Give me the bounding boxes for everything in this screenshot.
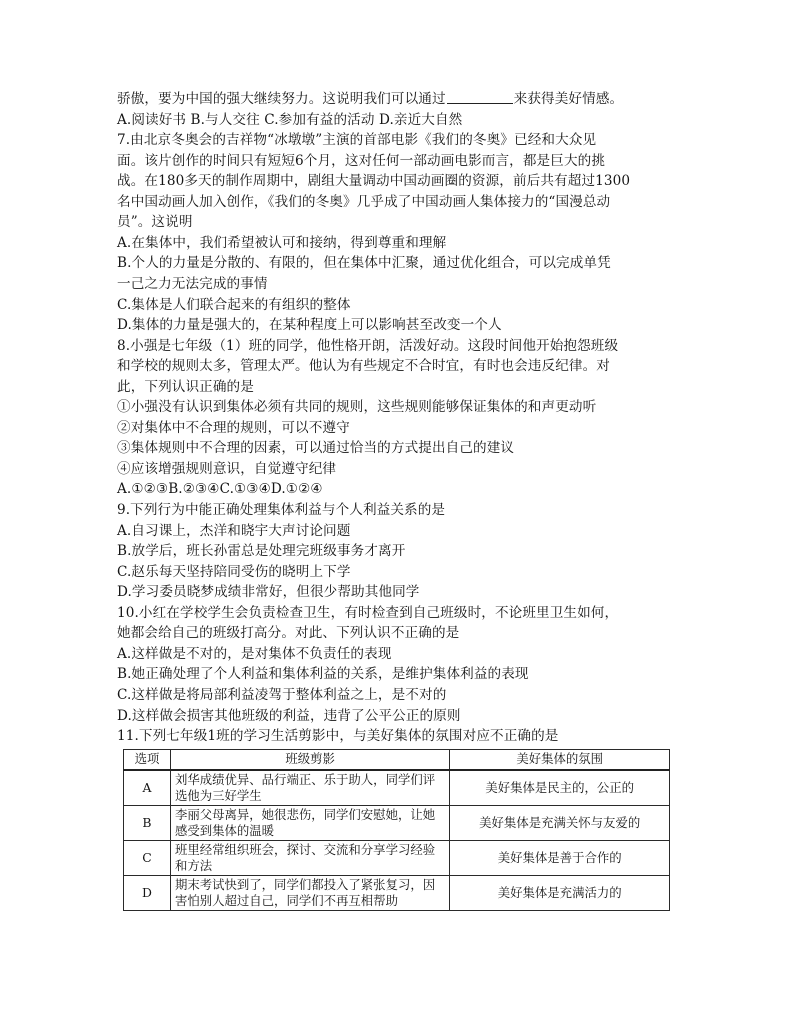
table-row [124, 840, 670, 875]
row-atmosphere: 美好集体是充满活力的 [450, 875, 670, 910]
row-scene: 期末考试快到了，同学们都投入了紧张复习，因害怕别人超过自己，同学们不再互相帮助 [170, 875, 449, 910]
table-row [124, 805, 670, 840]
q9-option-a: A.自习课上，杰洋和晓宇大声讨论问题 [117, 522, 351, 539]
row-scene: 李丽父母离异，她很悲伤，同学们安慰她，让她感受到集体的温暖 [170, 805, 449, 840]
row-atmosphere: 美好集体是民主的，公正的 [450, 770, 670, 806]
q6-text-before-blank: 骄傲，要为中国的强大继续努力。这说明我们可以通过 [117, 91, 446, 107]
q8-statement-3: ③集体规则中不合理的因素，可以通过恰当的方式提出自己的建议 [117, 440, 515, 457]
q8-stem-line: 8.小强是七年级（1）班的同学，他性格开朗，活泼好动。这段时间他开始抱怨班级 [117, 337, 619, 354]
q7-stem-line: 面。该片创作的时间只有短短6个月，这对任何一部动画电影而言，都是巨大的挑 [117, 152, 606, 169]
q7-stem-line: 战。在180多天的制作周期中，剧组大量调动中国动画圈的资源，前后共有超过1300 [117, 173, 631, 190]
table-header-row [124, 749, 670, 770]
q10-option-d: D.这样做会损害其他班级的利益，违背了公平公正的原则 [117, 707, 461, 724]
q7-option-d: D.集体的力量是强大的，在某种程度上可以影响甚至改变一个人 [117, 317, 502, 334]
q6-options: A.阅读好书 B.与人交往 C.参加有益的活动 D.亲近大自然 [117, 111, 463, 128]
q7-option-c: C.集体是人们联合起来的有组织的整体 [117, 296, 351, 313]
q9-option-d: D.学习委员晓梦成绩非常好，但很少帮助其他同学 [117, 584, 420, 601]
q7-option-b-cont: 一己之力无法完成的事情 [117, 275, 268, 292]
q10-option-b: B.她正确处理了个人利益和集体利益的关系，是维护集体利益的表现 [117, 666, 529, 683]
row-atmosphere: 美好集体是充满关怀与友爱的 [450, 805, 670, 840]
row-option: A [124, 770, 171, 806]
q10-option-c: C.这样做是将局部利益凌驾于整体利益之上，是不对的 [117, 686, 447, 703]
q10-stem-line: 10.小红在学校学生会负责检查卫生，有时检查到自己班级时，不论班里卫生如何， [117, 604, 619, 621]
row-scene: 班里经常组织班会，探讨、交流和分享学习经验和方法 [170, 840, 449, 875]
header-class-scene: 班级剪影 [170, 749, 449, 770]
q9-option-b: B.放学后，班长孙雷总是处理完班级事务才离开 [117, 543, 406, 560]
q8-statement-4: ④应该增强规则意识，自觉遵守纪律 [117, 460, 337, 477]
q6-text-after-blank: 来获得美好情感。 [513, 91, 624, 107]
q7-option-b: B.个人的力量是分散的、有限的，但在集体中汇聚，通过优化组合，可以完成单凭 [117, 255, 611, 272]
q9-option-c: C.赵乐每天坚持陪同受伤的晓明上下学 [117, 563, 351, 580]
header-collective-atmosphere: 美好集体的氛围 [450, 749, 670, 770]
q8-statement-1: ①小强没有认识到集体必须有共同的规则，这些规则能够保证集体的和声更动听 [117, 399, 597, 416]
q8-stem-line: 和学校的规则太多，管理太严。他认为有些规定不合时宜，有时也会违反纪律。对 [117, 358, 610, 375]
q7-stem-line: 员”。这说明 [117, 214, 193, 231]
row-scene: 刘华成绩优异、品行端正、乐于助人，同学们评选他为三好学生 [170, 770, 449, 806]
q7-stem-line: 名中国动画人加入创作，《我们的冬奥》几乎成了中国动画人集体接力的“国漫总动 [117, 193, 611, 210]
q8-stem-line: 此，下列认识正确的是 [117, 378, 254, 395]
answer-blank [447, 89, 513, 104]
row-atmosphere: 美好集体是善于合作的 [450, 840, 670, 875]
q7-option-a: A.在集体中，我们希望被认可和接纳，得到尊重和理解 [117, 234, 447, 251]
row-option: C [124, 840, 171, 875]
row-option: B [124, 805, 171, 840]
q11-stem: 11.下列七年级1班的学习生活剪影中，与美好集体的氛围对应不正确的是 [117, 728, 559, 745]
q8-options: A.①②③B.②③④C.①③④D.①②④ [117, 481, 323, 498]
row-option: D [124, 875, 171, 910]
q6-continuation-line [117, 89, 687, 109]
q8-statement-2: ②对集体中不合理的规则，可以不遵守 [117, 419, 350, 436]
q9-stem: 9.下列行为中能正确处理集体利益与个人利益关系的是 [117, 502, 446, 518]
q10-option-a: A.这样做是不对的，是对集体不负责任的表现 [117, 645, 392, 662]
class-scenes-table [123, 749, 670, 911]
header-option: 选项 [124, 749, 171, 770]
q10-stem-line: 她都会给自己的班级打高分。对此、下列认识不正确的是 [117, 625, 460, 642]
table-row [124, 875, 670, 910]
table-row [124, 770, 670, 806]
q7-stem-line: 7.由北京冬奥会的吉祥物“冰墩墩”主演的首部电影《我们的冬奥》已经和大众见 [117, 132, 597, 149]
